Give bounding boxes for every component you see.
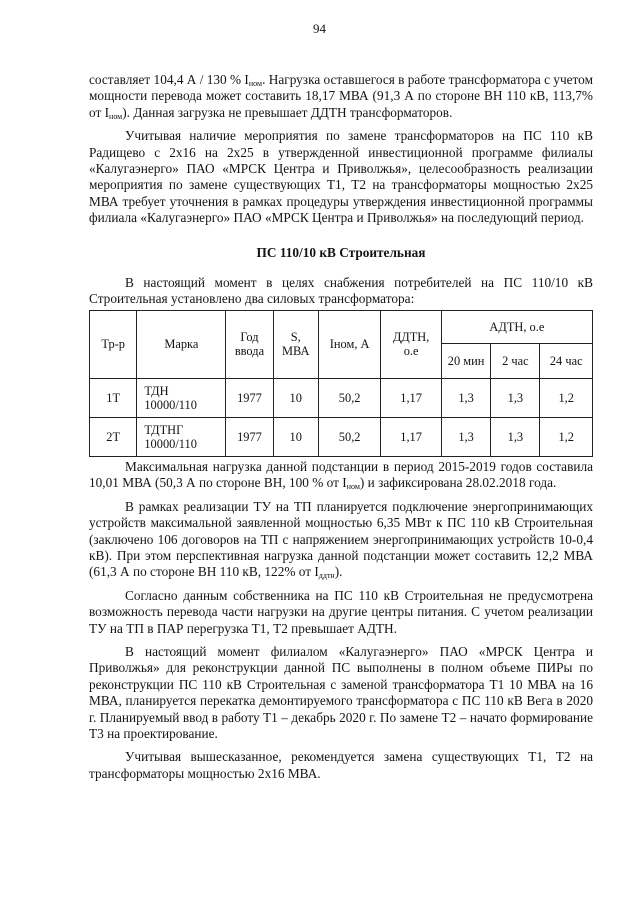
cell-inom: 50,2: [318, 378, 381, 417]
cell-a20: 1,3: [441, 378, 491, 417]
table-row: [90, 417, 593, 456]
section-title: ПС 110/10 кВ Строительная: [256, 244, 426, 260]
cell-inom: 50,2: [318, 417, 381, 456]
header-year: Год ввода: [226, 310, 273, 378]
paragraph-owner-data: Согласно данным собственника на ПС 110 кВ Строительная не предусмотрена возможность перевода части нагрузки на другие центры питания. С учетом реализации ТУ на ТП в ПАР перегрузка Т1, Т2 превышает АДТН.: [89, 587, 593, 636]
header-s: S, МВА: [273, 310, 318, 378]
cell-s: 10: [273, 417, 318, 456]
cell-year: 1977: [226, 417, 273, 456]
paragraph-tu-tp: В рамках реализации ТУ на ТП планируется подключение энергопринимающих устройств максимальной заявленной мощностью 6,35 МВт к ПС 110 кВ Строительная (заключено 106 договоров на ТП с напряжением энергопринимающих устройств 10-0,4 кВ). При этом перспективная нагрузка данной подстанции может составить 12,2 МВА (61,3 А по стороне ВН 110 кВ, 122% от $I_{ддтн}$).: [89, 498, 593, 581]
cell-a24: 1,2: [540, 417, 593, 456]
paragraph-intro: В настоящий момент в целях снабжения потребителей на ПС 110/10 кВ Строительная установлено два силовых трансформатора:: [89, 275, 593, 307]
paragraph-load-continuation: составляет 104,4 А / 130 % $I_{ном}$. Нагрузка оставшегося в работе трансформатора с учетом мощности перевода может составить 18,17 МВА (91,3 А по стороне ВН 110 кВ, 113,7% от $I_{ном}$). Данная загрузка не превышает ДДТН трансформаторов.: [89, 72, 593, 121]
cell-tr: 1Т: [90, 378, 137, 417]
cell-mark: ТДН 10000/110: [137, 378, 226, 417]
header-ddtn: ДДТН, о.е: [381, 310, 441, 378]
page-number: 94: [313, 21, 326, 36]
table-row: [90, 378, 593, 417]
cell-a24: 1,2: [540, 378, 593, 417]
cell-mark: ТДТНГ 10000/110: [137, 417, 226, 456]
header-adtn-24: 24 час: [540, 343, 593, 378]
header-tr: Тр-р: [90, 310, 137, 378]
paragraph-reconstruction: В настоящий момент филиалом «Калугаэнерго» ПАО «МРСК Центра и Приволжья» для реконструкции данной ПС выполнены в полном объеме ПИРы по реконструкции ПС 110 кВ Строительная с заменой трансформатора Т1 10 МВА на 16 МВА, планируется перекатка демонтируемого трансформатора с ПС 110 кВ Вега в 2020 г. Планируемый ввод в работу Т1 – декабрь 2020 г. По замене Т2 – начато формирование Т3 на проектирование.: [89, 643, 593, 741]
cell-year: 1977: [226, 378, 273, 417]
cell-a2: 1,3: [491, 378, 540, 417]
cell-a2: 1,3: [491, 417, 540, 456]
header-inom: Iном, А: [318, 310, 381, 378]
paragraph-max-load: Максимальная нагрузка данной подстанции в период 2015-2019 годов составила 10,01 МВА (50,3 А по стороне ВН, 100 % от $I_{ном}$) и зафиксирована 28.02.2018 года.: [89, 458, 593, 492]
header-mark: Марка: [137, 310, 226, 378]
header-adtn: АДТН, о.е: [441, 310, 592, 343]
cell-ddtn: 1,17: [381, 378, 441, 417]
paragraph-recommendation: Учитывая вышесказанное, рекомендуется замена существующих Т1, Т2 на трансформаторы мощностью 2х16 МВА.: [89, 749, 593, 781]
cell-ddtn: 1,17: [381, 417, 441, 456]
paragraph-radishchevo: Учитывая наличие мероприятия по замене трансформаторов на ПС 110 кВ Радищево с 2х16 на 2х25 в утвержденной инвестиционной программе филиалы «Калугаэнерго» ПАО «МРСК Центра и Приволжья», целесообразность реализации мероприятия по замене существующих Т1, Т2 на трансформаторы мощностью 2х25 МВА требует уточнения в рамках процедуры утверждения инвестиционной программы филиала «Калугаэнерго» ПАО «МРСК Центра и Приволжья» на последующий период.: [89, 128, 593, 226]
cell-a20: 1,3: [441, 417, 491, 456]
header-adtn-2: 2 час: [491, 343, 540, 378]
cell-s: 10: [273, 378, 318, 417]
cell-tr: 2Т: [90, 417, 137, 456]
page-content: [89, 0, 593, 782]
table-header-row: [90, 310, 593, 343]
transformers-table: [89, 310, 593, 457]
header-adtn-20: 20 мин: [441, 343, 491, 378]
